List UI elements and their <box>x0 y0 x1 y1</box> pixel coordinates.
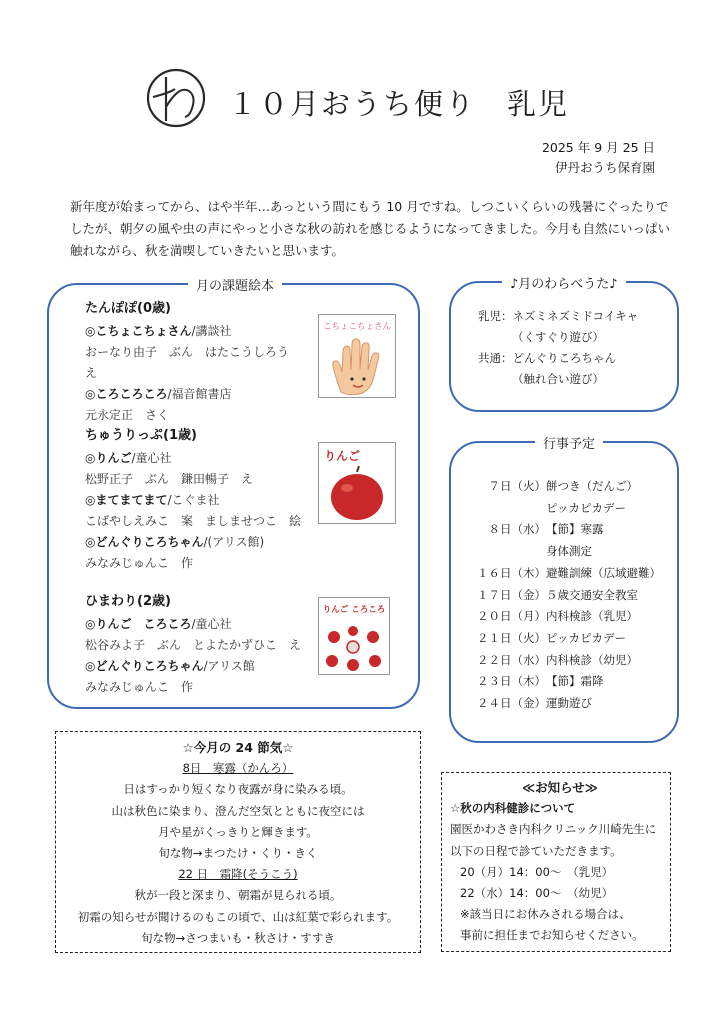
event-row <box>465 671 661 693</box>
event-day: ２４日（金） <box>477 696 546 711</box>
book-byline: こばやしえみこ 案 ましませつこ 絵 <box>85 514 302 528</box>
song-line: （触れ合い遊び） <box>512 372 604 386</box>
event-day: １６日（木） <box>477 565 546 580</box>
notice-subheading: ☆秋の内科健診について <box>450 801 576 816</box>
warabeuta-list <box>478 306 638 390</box>
event-day: ２３日（木） <box>477 674 546 689</box>
solar-terms-heading: ☆今月の 24 節気☆ <box>182 740 294 755</box>
events-label: 行事予定 <box>535 433 603 452</box>
notice-footnote: 事前に担任までお知らせください。 <box>460 928 644 943</box>
issue-date: 2025 年 9 月 25 日 <box>541 140 655 155</box>
event-row <box>465 585 661 607</box>
book-publisher: /アリス館 <box>203 659 255 673</box>
song-line: 共通：どんぐりころちゃん <box>478 351 616 365</box>
book-group-tulip <box>85 425 305 574</box>
cover-title: こちょこちょさん <box>322 322 391 332</box>
event-text: 【節】寒露 <box>546 522 604 537</box>
book-cover-ringo-korokoro <box>318 597 390 675</box>
event-row <box>465 476 661 498</box>
solar-term-line: 山は秋色に染まり、澄んだ空気とともに夜空には <box>111 803 365 818</box>
event-text: 避難訓練（広域避難） <box>546 565 661 580</box>
book-title: ◎ころころころ <box>85 387 168 401</box>
event-text: 運動遊び <box>546 696 592 711</box>
cover-title: りんご <box>324 449 361 463</box>
group-heading: ひまわり(2歳) <box>85 594 171 609</box>
event-row <box>465 628 661 650</box>
solar-term-title: 8日 寒露（かんろ） <box>182 761 294 776</box>
book-group-himawari <box>85 591 305 698</box>
logo-emblem-icon <box>145 67 207 129</box>
hand-illustration-icon <box>319 332 395 398</box>
organization-name: 伊丹おうち保育園 <box>554 160 655 175</box>
event-text: 内科検診（乳児） <box>546 609 638 624</box>
warabeuta-label: ♪月のわらべうた♪ <box>502 273 626 292</box>
event-day: ２１日（火） <box>477 630 546 645</box>
solar-term-line: 旬な物→まつたけ・くり・きく <box>158 846 318 861</box>
group-heading: たんぽぽ(0歳) <box>85 301 171 316</box>
solar-term-line: 初霜の知らせが聞けるのもこの頃で、山は紅葉で彩られます。 <box>77 909 399 924</box>
event-row <box>465 693 661 715</box>
event-day: ８日（水） <box>488 522 546 537</box>
book-byline: 松野正子 ぶん 鎌田暢子 え <box>85 472 254 486</box>
group-heading: ちゅうりっぷ(1歳) <box>85 428 197 443</box>
book-byline: 松谷みよ子 ぶん とよたかずひこ え <box>85 638 302 652</box>
book-publisher: /(アリス館) <box>203 535 265 549</box>
book-publisher: /講談社 <box>191 324 232 338</box>
notice-content <box>450 777 670 947</box>
events-list <box>465 476 661 715</box>
book-group-tanpopo <box>85 298 305 426</box>
event-day: ２２日（水） <box>477 652 546 667</box>
book-byline: おーなり由子 ぶん はたこうしろう え <box>85 345 302 380</box>
notice-line: 園医かわさき内科クリニック川崎先生に <box>450 822 657 837</box>
rolling-apples-icon <box>319 615 389 677</box>
event-day: ７日（火） <box>488 479 546 493</box>
notice-heading: ≪お知らせ≫ <box>522 780 598 795</box>
solar-term-line: 秋が一段と深まり、朝霜が見られる頃。 <box>134 888 342 903</box>
event-day <box>465 498 546 520</box>
event-row <box>465 650 661 672</box>
notice-schedule: 20（月）14：00～ （乳児） <box>460 864 614 879</box>
notice-schedule: 22（水）14：00～ （幼児） <box>460 886 614 901</box>
book-publisher: /こぐま社 <box>167 493 220 507</box>
book-byline: みなみじゅんこ 作 <box>85 680 194 694</box>
solar-terms-content <box>55 737 421 949</box>
book-title: ◎りんご ころころ <box>85 617 192 631</box>
event-day <box>465 541 546 563</box>
event-text: 内科検診（幼児） <box>546 652 638 667</box>
song-line: 乳児：ネズミネズミドコイキャ <box>478 309 639 323</box>
book-cover-kochokocho <box>318 314 396 398</box>
book-byline: みなみじゅんこ 作 <box>85 556 194 570</box>
solar-term-line: 日はすっかり短くなり夜露が身に染みる頃。 <box>123 782 353 797</box>
notice-footnote: ※該当日にお休みされる場合は、 <box>460 907 631 922</box>
book-cover-ringo <box>318 442 396 524</box>
book-byline: 元永定正 さく <box>85 408 170 422</box>
book-publisher: /童心社 <box>131 451 172 465</box>
book-title: ◎どんぐりころちゃん <box>85 659 204 673</box>
event-row <box>465 563 661 585</box>
event-row <box>465 519 661 541</box>
event-text: ５歳交通安全教室 <box>546 587 638 602</box>
event-row <box>465 498 661 520</box>
event-text: ピッカピカデー <box>546 500 627 515</box>
book-title: ◎こちょこちょさん <box>85 324 192 338</box>
solar-term-title: 22 日 霜降(そうこう) <box>178 867 298 882</box>
cover-title: りんご ころころ <box>322 605 386 615</box>
event-day: ２０日（月） <box>477 609 546 624</box>
event-text: 【節】霜降 <box>546 674 604 689</box>
event-text: 餅つき（だんご） <box>546 479 638 493</box>
picture-books-label: 月の課題絵本 <box>188 275 282 294</box>
book-title: ◎りんご <box>85 451 132 465</box>
page-title: １０月おうち便り 乳児 <box>228 87 570 121</box>
event-row <box>465 541 661 563</box>
event-row <box>465 606 661 628</box>
book-publisher: /福音館書店 <box>167 387 232 401</box>
solar-term-line: 旬な物→さつまいも・秋さけ・すすき <box>141 930 335 945</box>
intro-paragraph: 新年度が始まってから、はや半年…あっという間にもう 10 月ですね。しつこいくらいの残暑にぐったりでしたが、朝夕の風や虫の声にやっと小さな秋の訪れを感じるようになってきました。今月も自然にいっぱい触れながら、秋を満喫していきたいと思います。 <box>70 199 671 258</box>
book-title: ◎どんぐりころちゃん <box>85 535 204 549</box>
notice-line: 以下の日程で診ていただきます。 <box>450 843 622 858</box>
book-title: ◎まてまてまて <box>85 493 168 507</box>
book-publisher: /童心社 <box>191 617 232 631</box>
event-day: １７日（金） <box>477 587 546 602</box>
solar-term-line: 月や星がくっきりと輝きます。 <box>158 824 318 839</box>
event-text: ピッカピカデー <box>546 630 627 645</box>
apple-illustration-icon <box>319 464 395 524</box>
event-text: 身体測定 <box>546 544 592 559</box>
song-line: （くすぐり遊び） <box>512 330 604 344</box>
